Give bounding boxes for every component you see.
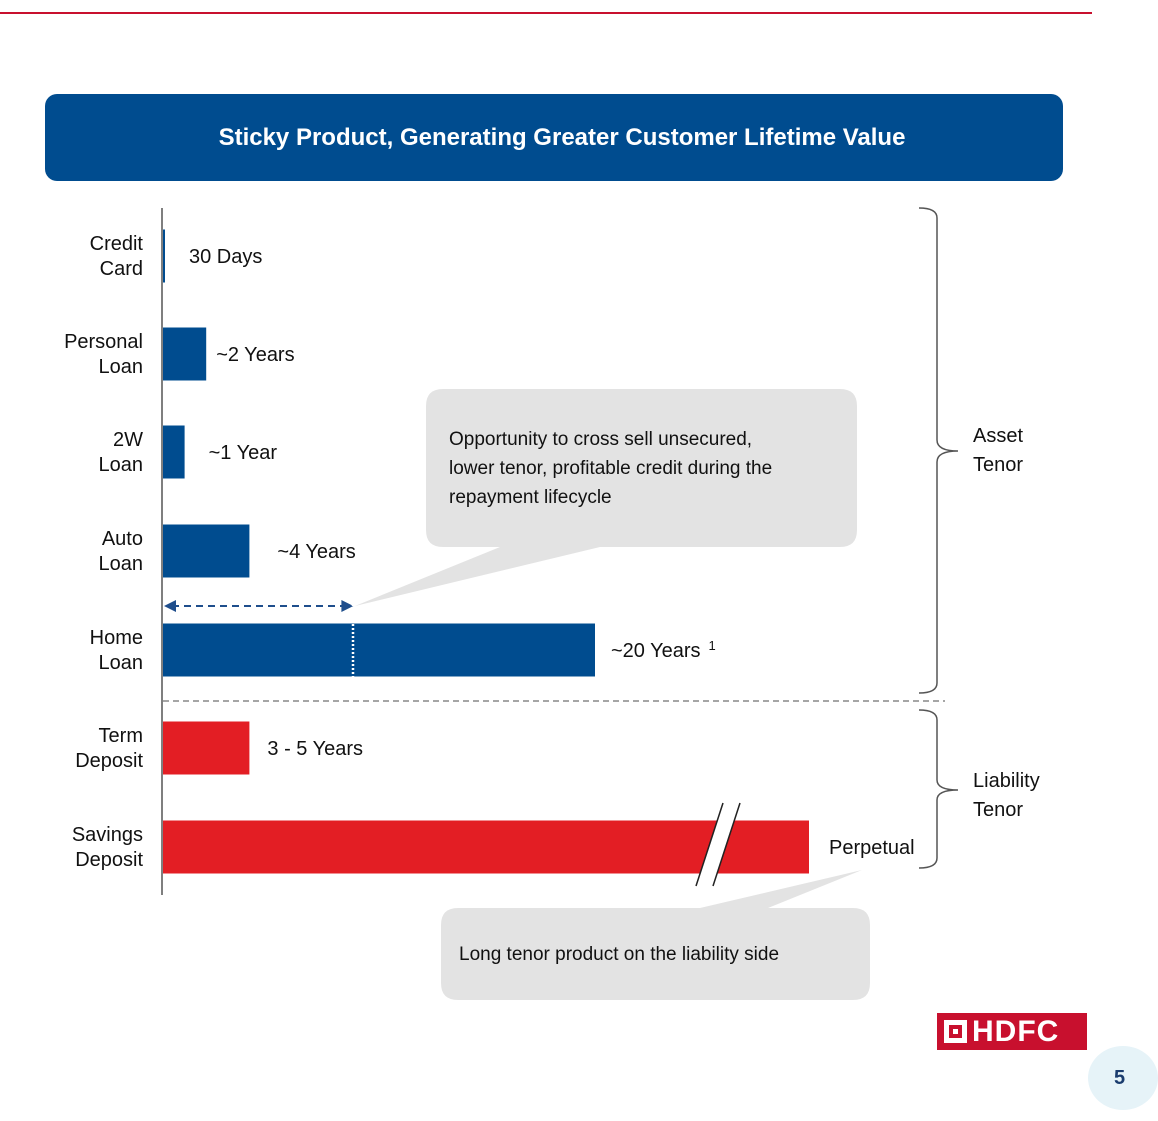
callout-text-line: Opportunity to cross sell unsecured, bbox=[449, 429, 753, 450]
bar-auto-loan bbox=[163, 525, 249, 578]
hdfc-logo-icon bbox=[944, 1020, 967, 1043]
arrow-right-head-icon bbox=[341, 600, 353, 612]
category-label: Auto bbox=[101, 528, 143, 550]
value-label: 3 - 5 Years bbox=[267, 738, 364, 760]
bar-personal-loan bbox=[163, 328, 206, 381]
chart-title: Sticky Product, Generating Greater Customer Lifetime Value bbox=[218, 123, 906, 151]
asset-brace bbox=[919, 208, 958, 693]
category-label: Loan bbox=[98, 553, 143, 575]
page-number: 5 bbox=[1114, 1066, 1126, 1089]
value-label: 30 Days bbox=[189, 246, 263, 268]
category-label: 2W bbox=[113, 429, 143, 451]
bar-home-loan bbox=[163, 624, 595, 677]
hdfc-logo-text: HDFC bbox=[972, 1014, 1060, 1048]
callout-bubble-liability bbox=[441, 870, 870, 1000]
group-label-liability: Liability bbox=[973, 770, 1040, 792]
page-badge bbox=[1088, 1046, 1158, 1110]
value-label: ~1 Year bbox=[208, 442, 278, 464]
bar-2w-loan bbox=[163, 426, 185, 479]
group-label-asset: Tenor bbox=[973, 454, 1024, 476]
category-label: Personal bbox=[64, 331, 143, 353]
bar-credit-card bbox=[163, 230, 165, 283]
category-label: Loan bbox=[98, 454, 143, 476]
bar-term-deposit bbox=[163, 722, 249, 775]
category-label: Deposit bbox=[75, 849, 143, 871]
hdfc-logo bbox=[937, 1013, 1087, 1050]
value-label: Perpetual bbox=[829, 837, 915, 859]
value-label: ~20 Years $^1$ bbox=[611, 638, 716, 662]
footnote-marker: 1 bbox=[708, 638, 716, 653]
category-label: Deposit bbox=[75, 750, 143, 772]
arrow-left-head-icon bbox=[164, 600, 176, 612]
category-label: Loan bbox=[98, 652, 143, 674]
liability-brace bbox=[919, 710, 958, 868]
callout-text-line: lower tenor, profitable credit during the bbox=[449, 458, 773, 479]
category-label: Loan bbox=[98, 356, 143, 378]
value-label: ~2 Years bbox=[216, 344, 295, 366]
value-label: ~4 Years bbox=[277, 541, 356, 563]
category-label: Home bbox=[89, 627, 143, 649]
group-label-liability: Tenor bbox=[973, 799, 1024, 821]
category-label: Card bbox=[99, 258, 143, 280]
callout-text-line: repayment lifecycle bbox=[449, 487, 612, 508]
category-label: Credit bbox=[89, 233, 143, 255]
group-label-asset: Asset bbox=[973, 425, 1024, 447]
callout-text-line: Long tenor product on the liability side bbox=[459, 944, 780, 965]
category-label: Term bbox=[98, 725, 143, 747]
category-label: Savings bbox=[71, 824, 143, 846]
